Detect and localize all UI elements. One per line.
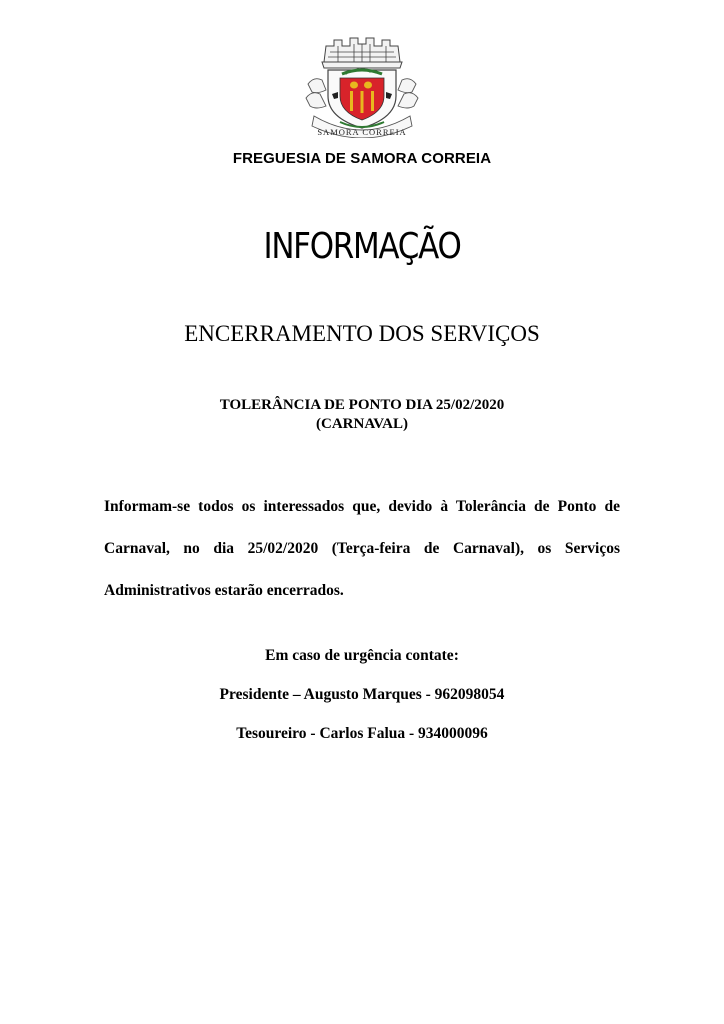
emergency-contacts [0,646,724,763]
subtitle: ENCERRAMENTO DOS SERVIÇOS [184,321,540,346]
tolerance-date-line: TOLERÂNCIA DE PONTO DIA 25/02/2020 [219,397,505,413]
contact-treasurer: Tesoureiro - Carlos Falua - 934000096 [236,725,488,742]
page-title: INFORMAÇÃO [263,226,461,267]
svg-text:SAMORA CORREIA: SAMORA CORREIA [317,127,407,137]
contacts-heading: Em caso de urgência contate: [265,647,459,664]
coat-of-arms-icon [304,32,420,138]
tolerance-occasion-line: (CARNAVAL) [316,416,408,432]
tolerance-notice [0,396,724,434]
body-paragraph: Informam-se todos os interessados que, devido à Tolerância de Ponto de Carnaval, no dia 25/02/2020 (Terça-feira de Carnaval), os Serviços Administrativos estarão encerrados. [104,498,620,599]
contact-president: Presidente – Augusto Marques - 962098054 [219,686,505,703]
organization-name: FREGUESIA DE SAMORA CORREIA [232,150,492,167]
